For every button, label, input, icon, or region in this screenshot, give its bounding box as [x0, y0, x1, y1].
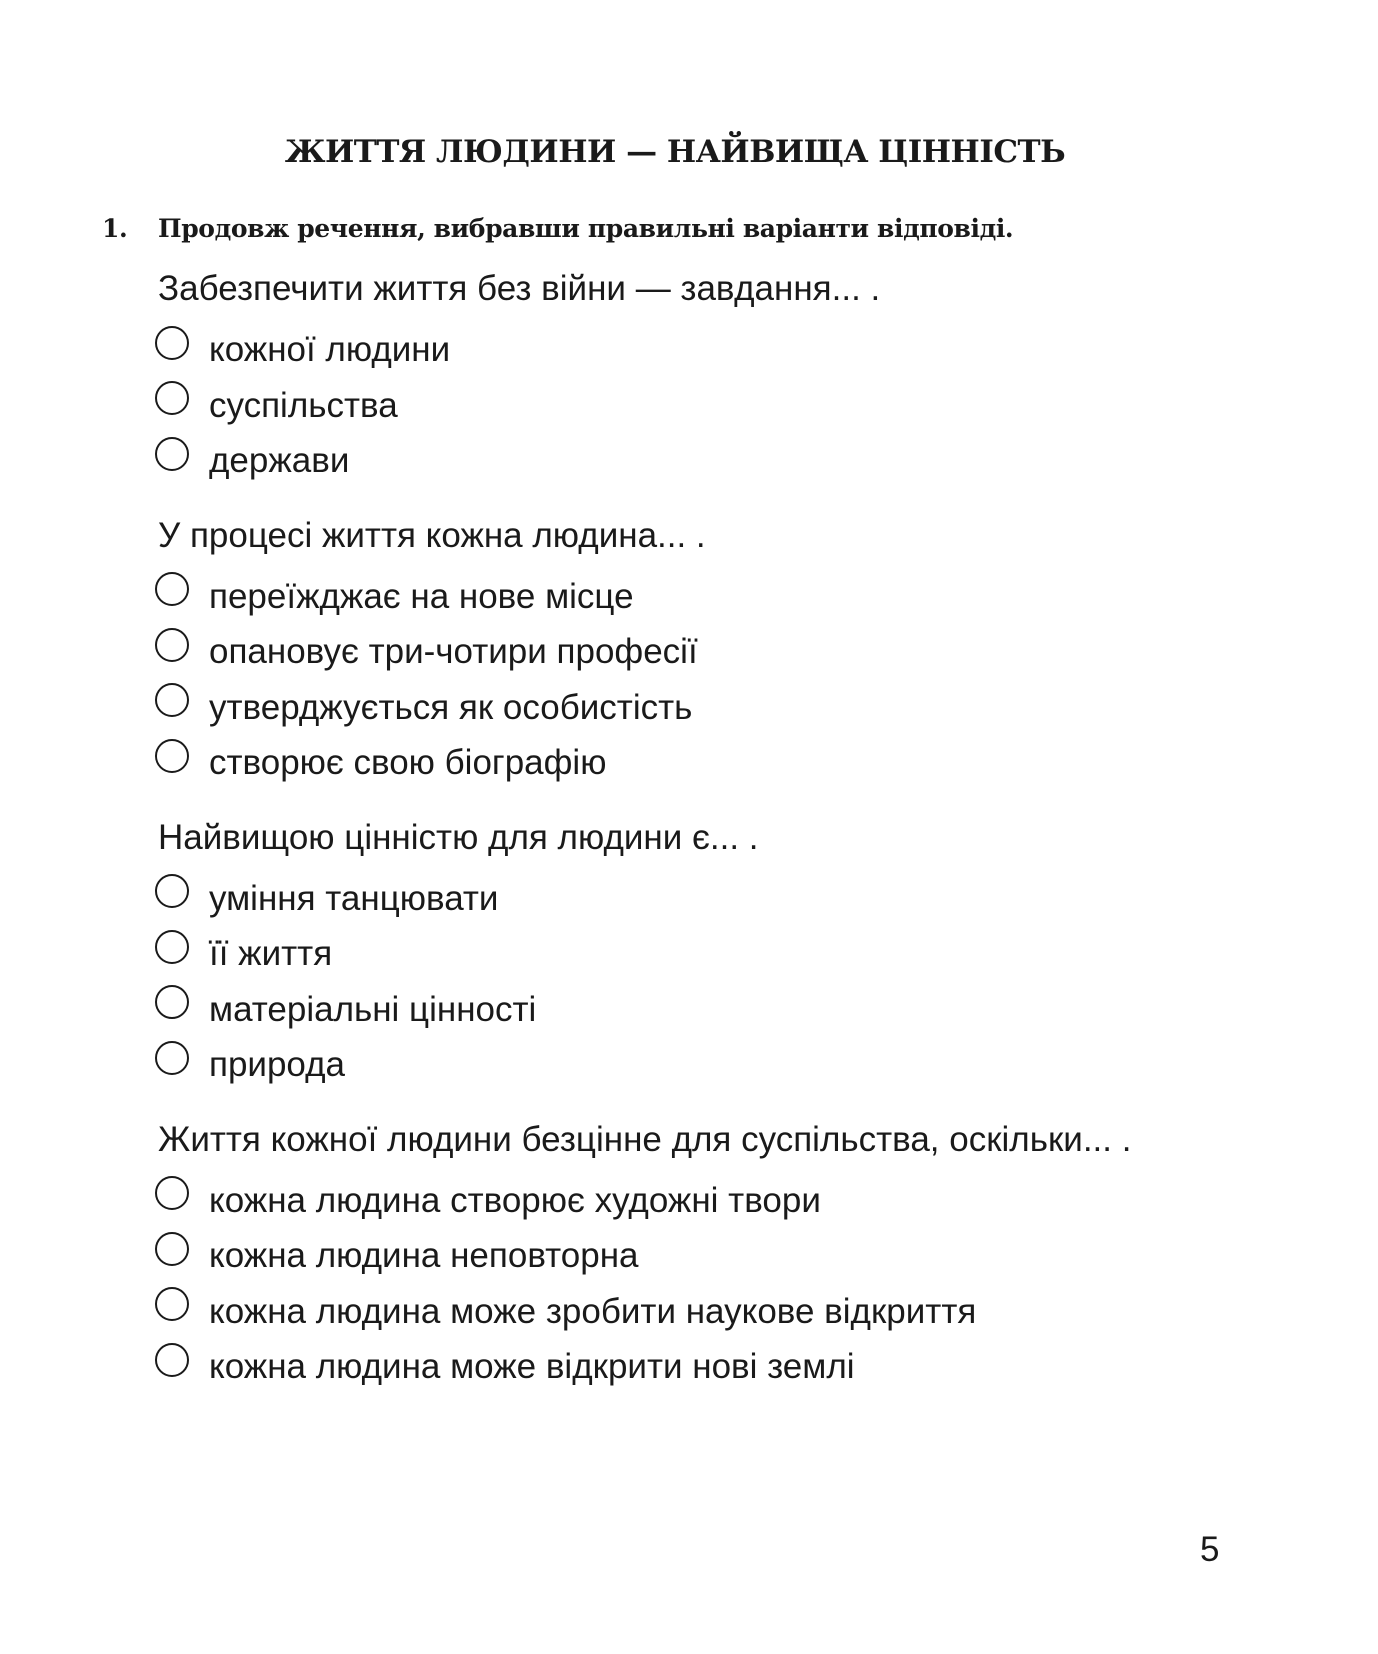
radio-circle-icon[interactable] [155, 683, 189, 717]
radio-circle-icon[interactable] [155, 985, 189, 1019]
option-label[interactable]: опановує три-чотири професії [209, 632, 698, 672]
task-1 [102, 214, 1302, 1395]
option-item[interactable] [158, 1228, 1302, 1284]
question-text: Забезпечити життя без війни — завдання... . [158, 269, 881, 308]
radio-circle-icon[interactable] [155, 1287, 189, 1321]
option-label[interactable]: утверджується як особистість [209, 687, 693, 727]
option-item[interactable] [158, 982, 1302, 1038]
questions-list [158, 264, 1302, 1395]
option-item[interactable] [158, 433, 1302, 489]
radio-circle-icon[interactable] [155, 1041, 189, 1075]
radio-circle-icon[interactable] [155, 1232, 189, 1266]
option-item[interactable] [158, 735, 1302, 791]
page-number: 5 [1200, 1530, 1220, 1569]
option-item[interactable] [158, 322, 1302, 378]
option-item[interactable] [158, 680, 1302, 736]
radio-circle-icon[interactable] [155, 874, 189, 908]
option-label[interactable]: створює свою біографію [209, 743, 607, 783]
option-label[interactable]: кожна людина неповторна [209, 1236, 639, 1276]
question-text: У процесі життя кожна людина... . [158, 515, 706, 555]
radio-circle-icon[interactable] [155, 1343, 189, 1377]
option-label[interactable]: кожна людина може відкрити нові землі [209, 1347, 855, 1387]
options-list [158, 1173, 1302, 1395]
option-label[interactable]: суспільства [209, 385, 398, 425]
options-list [158, 871, 1302, 1093]
option-item[interactable] [158, 871, 1302, 927]
option-label[interactable]: кожної людини [209, 330, 451, 370]
radio-circle-icon[interactable] [155, 930, 189, 964]
option-item[interactable] [158, 1173, 1302, 1229]
option-item[interactable] [158, 1339, 1302, 1395]
option-label[interactable]: кожна людина може зробити наукове відкриття [209, 1291, 977, 1331]
task-instruction: Продовж речення, вибравши правильні варіанти відповіді. [158, 214, 1014, 243]
question-4 [158, 1115, 1302, 1395]
options-list [158, 322, 1302, 489]
option-label[interactable]: природа [209, 1045, 346, 1085]
option-item[interactable] [158, 624, 1302, 680]
radio-circle-icon[interactable] [155, 326, 189, 360]
option-label[interactable]: уміння танцювати [209, 878, 499, 918]
radio-circle-icon[interactable] [155, 1176, 189, 1210]
radio-circle-icon[interactable] [155, 739, 189, 773]
radio-circle-icon[interactable] [155, 381, 189, 415]
option-item[interactable] [158, 378, 1302, 434]
option-label[interactable]: переїжджає на нове місце [209, 576, 634, 616]
radio-circle-icon[interactable] [155, 628, 189, 662]
question-1 [158, 264, 1302, 489]
option-item[interactable] [158, 1037, 1302, 1093]
option-label[interactable]: її життя [209, 934, 333, 974]
option-item[interactable] [158, 569, 1302, 625]
option-label[interactable]: матеріальні цінності [209, 989, 537, 1029]
option-label[interactable]: кожна людина створює художні твори [209, 1180, 821, 1220]
page-title: ЖИТТЯ ЛЮДИНИ — НАЙВИЩА ЦІННІСТЬ [284, 134, 1066, 170]
question-3 [158, 813, 1302, 1093]
radio-circle-icon[interactable] [155, 572, 189, 606]
radio-circle-icon[interactable] [155, 437, 189, 471]
question-2 [158, 511, 1302, 791]
options-list [158, 569, 1302, 791]
option-item[interactable] [158, 926, 1302, 982]
option-item[interactable] [158, 1284, 1302, 1340]
question-text: Життя кожної людини безцінне для суспільства, оскільки... . [158, 1119, 1132, 1159]
question-text: Найвищою цінністю для людини є... . [158, 817, 759, 857]
task-header [102, 214, 1302, 250]
task-number: 1. [102, 214, 128, 243]
option-label[interactable]: держави [209, 441, 350, 481]
